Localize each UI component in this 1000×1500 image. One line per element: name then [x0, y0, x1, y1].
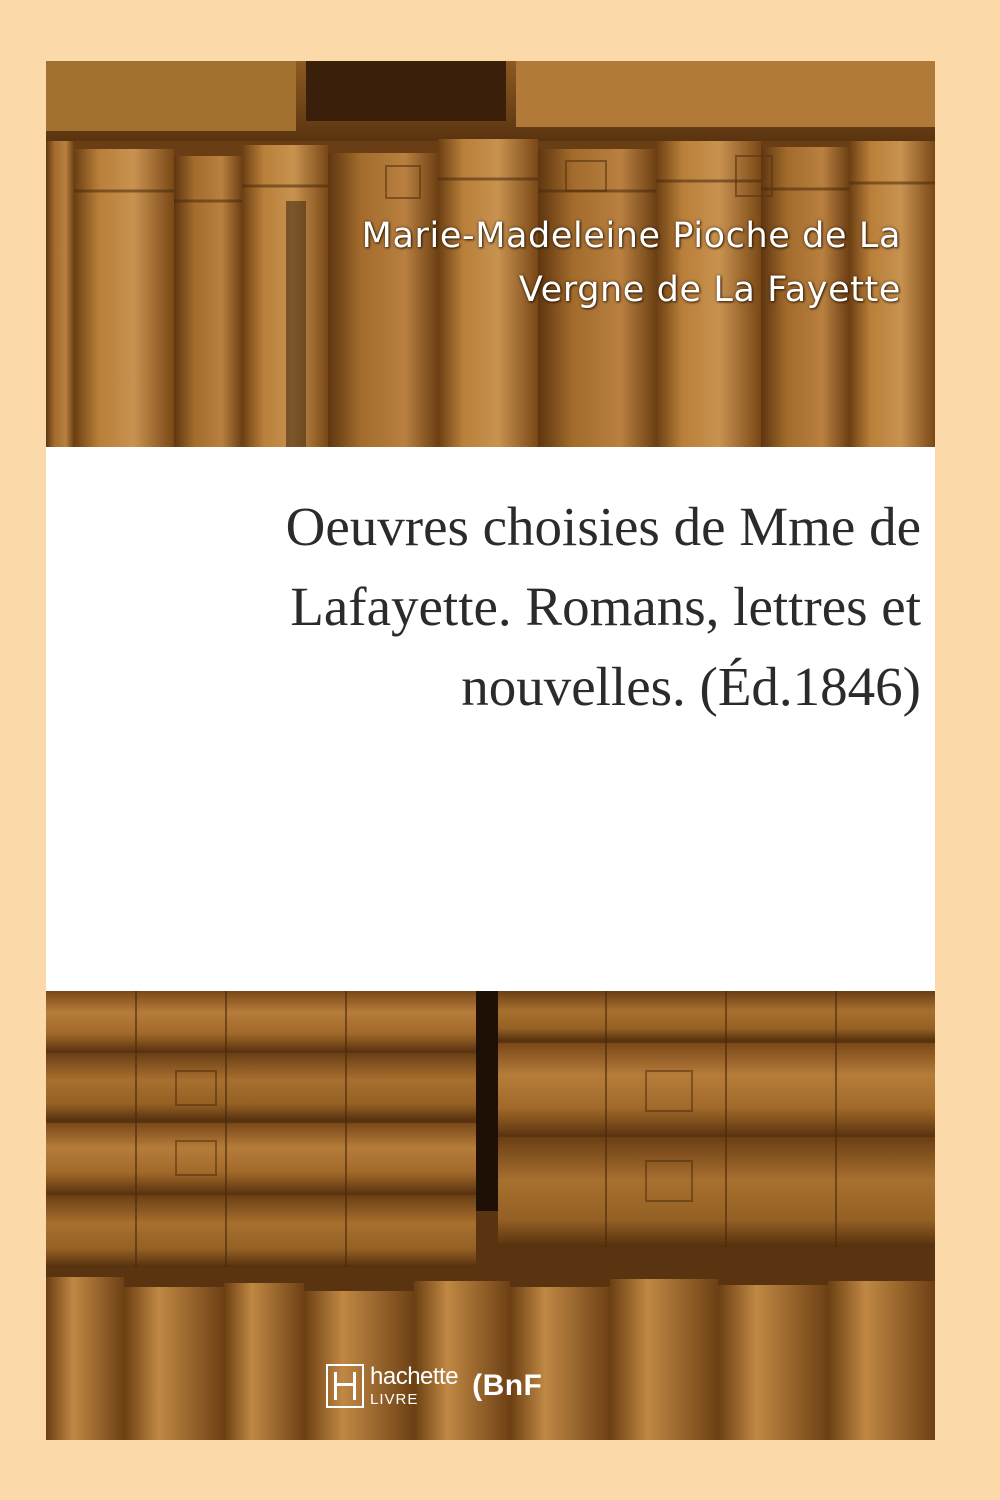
bnf-logo: (BnF — [472, 1369, 543, 1402]
author-line-2: Vergne de La Fayette — [518, 270, 901, 310]
hachette-livre: LIVRE — [370, 1391, 419, 1408]
author-name — [362, 209, 901, 317]
book-title — [286, 487, 921, 727]
book-cover — [46, 61, 935, 1440]
title-line-3: nouvelles. (Éd.1846) — [461, 656, 921, 717]
author-line-1: Marie-Madeleine Pioche de La — [361, 216, 901, 256]
title-line-1: Oeuvres choisies de Mme de — [285, 496, 921, 557]
title-line-2: Lafayette. Romans, lettres et — [290, 576, 921, 637]
hachette-wordmark — [370, 1365, 458, 1407]
hachette-name: hachette — [370, 1363, 459, 1390]
hachette-logo-icon — [326, 1364, 364, 1408]
publisher-logos — [326, 1356, 542, 1416]
title-panel — [46, 447, 935, 991]
